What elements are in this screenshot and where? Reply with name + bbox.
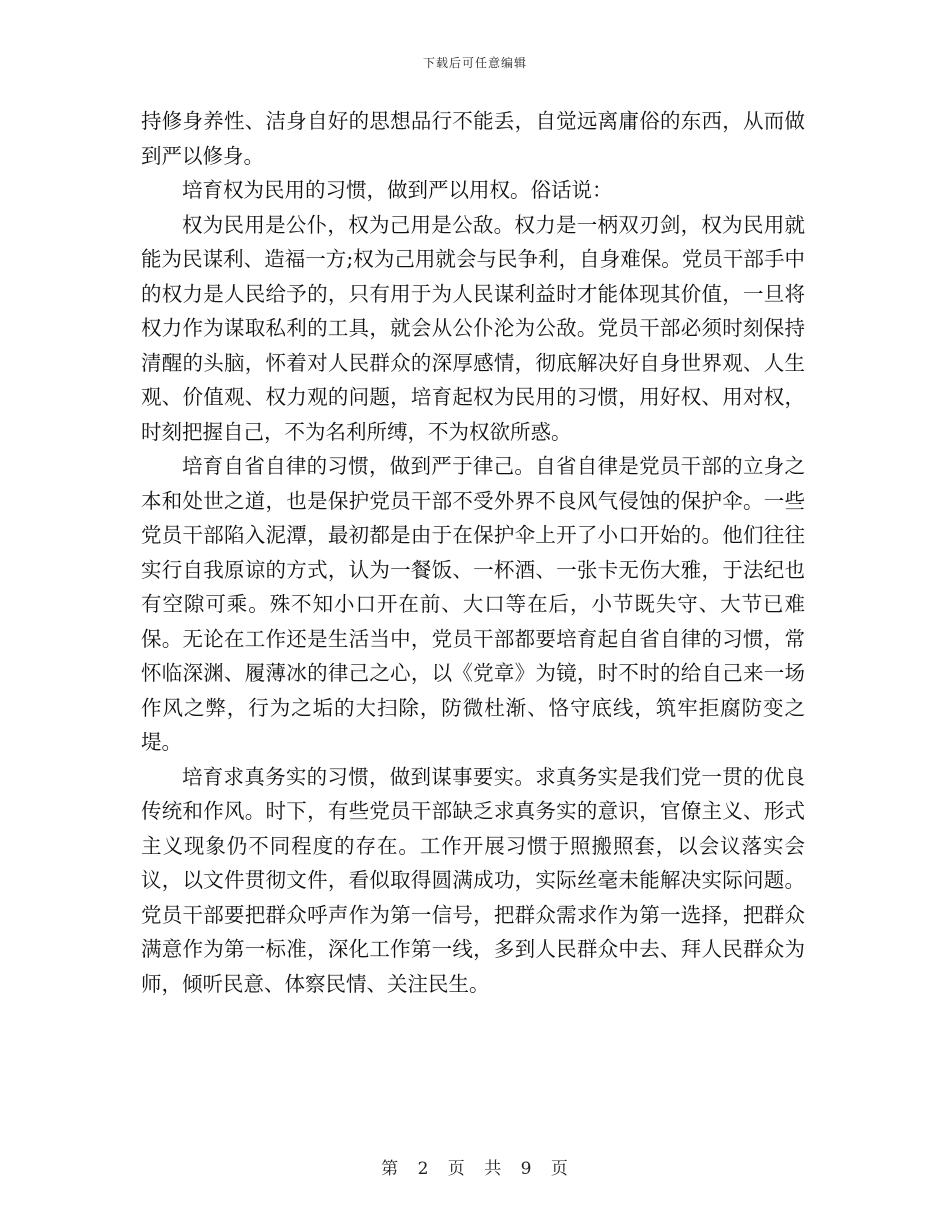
paragraph-continuation: 持修身养性、洁身自好的思想品行不能丢，自觉远离庸俗的东西，从而做到严以修身。: [141, 109, 805, 168]
footer-page-prefix: 第: [381, 1159, 400, 1179]
paragraph-self-discipline: 培育自省自律的习惯，做到严于律己。自省自律是党员干部的立身之本和处世之道，也是保护党员干部不受外界不良风气侵蚀的保护伞。一些党员干部陷入泥潭，最初都是由于在保护伞上开了小口开始的。他们往往实行自我原谅的方式，认为一餐饭、一杯酒、一张卡无伤大雅，于法纪也有空隙可乘。殊不知小口开在前、大口等在后，小节既失守、大节已难保。无论在工作还是生活当中，党员干部都要培育起自省自律的习惯，常怀临深渊、履薄冰的律己之心，以《党章》为镜，时不时的给自己来一场作风之弊，行为之垢的大扫除，防微杜渐、恪守底线，筑牢拒腐防变之堤。: [141, 454, 805, 754]
paragraph-power-for-people: 权为民用是公仆，权为己用是公敌。权力是一柄双刃剑，权为民用就能为民谋利、造福一方;权为己用就会与民争利，自身难保。党员干部手中的权力是人民给予的，只有用于为人民谋利益时才能体现其价值，一旦将权力作为谋取私利的工具，就会从公仆沦为公敌。党员干部必须时刻保持清醒的头脑，怀着对人民群众的深厚感情，彻底解决好自身世界观、人生观、价值观、权力观的问题，培育起权为民用的习惯，用好权、用对权，时刻把握自己，不为名利所缚，不为权欲所惑。: [141, 212, 805, 444]
footer-total-prefix: 共: [484, 1159, 503, 1179]
document-body: [141, 104, 805, 1001]
page-header: 下载后可任意编辑: [422, 56, 527, 70]
footer-total-pages: 9: [520, 1159, 533, 1179]
footer-page-suffix: 页: [550, 1159, 569, 1179]
paragraph-power-habit: 培育权为民用的习惯，做到严以用权。俗话说：: [182, 178, 613, 202]
footer-page-mid: 页: [447, 1159, 466, 1179]
paragraph-seek-truth: 培育求真务实的习惯，做到谋事要实。求真务实是我们党一贯的优良传统和作风。时下，有些党员干部缺乏求真务实的意识，官僚主义、形式主义现象仍不同程度的存在。工作开展习惯于照搬照套，以会议落实会议，以文件贯彻文件，看似取得圆满成功，实际丝毫未能解决实际问题。党员干部要把群众呼声作为第一信号，把群众需求作为第一选择，把群众满意作为第一标准，深化工作第一线，多到人民群众中去、拜人民群众为师，倾听民意、体察民情、关注民生。: [141, 764, 805, 996]
page-footer: [0, 1154, 950, 1179]
footer-current-page: 2: [417, 1159, 430, 1179]
